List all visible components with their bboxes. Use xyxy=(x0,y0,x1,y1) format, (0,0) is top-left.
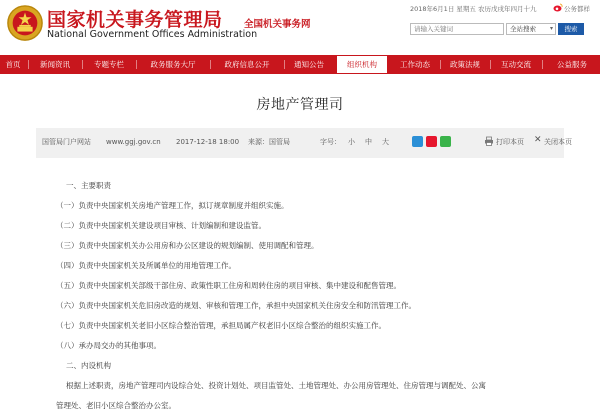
duty-item: （一）负责中央国家机关房地产管理工作，拟订规章制度并组织实施。 xyxy=(56,201,289,210)
publish-datetime: 2017-12-18 18:00 xyxy=(176,138,240,146)
site-header xyxy=(0,0,600,52)
print-page-link[interactable]: 打印本页 xyxy=(496,138,524,146)
share-qzone-icon[interactable] xyxy=(412,136,423,147)
site-url[interactable]: www.ggj.gov.cn xyxy=(106,138,161,146)
close-page-link[interactable]: 关闭本页 xyxy=(544,138,572,146)
weibo-icon[interactable] xyxy=(553,3,563,12)
nav-item-interaction[interactable]: 互动交流 xyxy=(501,60,531,69)
duty-item: （四）负责中央国家机关及所属单位的用地管理工作。 xyxy=(56,261,236,270)
weibo-link[interactable]: 公务都样 xyxy=(564,5,590,13)
duty-item: （七）负责中央国家机关老旧小区综合整治管理，承担局属产权老旧小区综合整治的组织实施工作。 xyxy=(56,321,386,330)
nav-divider xyxy=(82,60,83,69)
source-site-link[interactable]: 国管局门户网站 xyxy=(42,138,91,146)
nav-item-home[interactable]: 首页 xyxy=(5,60,21,69)
share-wechat-icon[interactable] xyxy=(440,136,451,147)
chevron-down-icon: ▾ xyxy=(549,25,553,32)
share-weibo-icon[interactable] xyxy=(426,136,437,147)
nav-divider xyxy=(490,60,491,69)
paragraph-line: 根据上述职责，房地产管理司内设综合处、投资计划处、项目监管处、土地管理处、办公用房管理处、住房管理与调配处、公寓 xyxy=(66,381,486,390)
search-scope-label: 全站搜索 xyxy=(510,25,536,33)
date-display: 2018年6月1日 星期五 农历戊戌年四月十九 xyxy=(410,5,537,13)
duty-item: （二）负责中央国家机关建设项目审核、计划编制和建设监管。 xyxy=(56,221,266,230)
nav-divider xyxy=(136,60,137,69)
nav-item-work-updates[interactable]: 工作动态 xyxy=(400,60,430,69)
print-icon[interactable] xyxy=(484,136,494,146)
close-icon[interactable]: ✕ xyxy=(534,135,542,145)
section-heading: 二、内设机构 xyxy=(66,361,111,370)
nav-item-public-service[interactable]: 公益服务 xyxy=(557,60,587,69)
nav-divider xyxy=(542,60,543,69)
duty-item: （八）承办局交办的其他事项。 xyxy=(56,341,161,350)
nav-item-organization[interactable]: 组织机构 xyxy=(336,55,388,74)
article-meta-bar xyxy=(36,128,572,158)
nav-divider xyxy=(284,60,285,69)
duty-item: （五）负责中央国家机关部级干部住房、政策性职工住房和周转住房的项目审核、集中建设和配售管理。 xyxy=(56,281,401,290)
nav-item-policies[interactable]: 政策法规 xyxy=(450,60,480,69)
site-title-english: National Government Offices Administration xyxy=(47,29,258,40)
nav-item-topics[interactable]: 专题专栏 xyxy=(94,60,124,69)
section-heading: 一、主要职责 xyxy=(66,181,111,190)
site-title[interactable]: 国家机关事务管理局 xyxy=(47,9,223,31)
font-size-medium-button[interactable]: 中 xyxy=(365,138,372,146)
page-title: 房地产管理司 xyxy=(256,97,344,113)
nav-item-info-disclosure[interactable]: 政府信息公开 xyxy=(224,60,270,69)
main-nav xyxy=(0,55,600,74)
article-source: 来源：国管局 xyxy=(248,138,290,146)
duty-item: （六）负责中央国家机关危旧房改造的规划、审核和管理工作，承担中央国家机关住房安全和防汛管理工作。 xyxy=(56,301,416,310)
paragraph-line: 管理处、老旧小区综合整治办公室。 xyxy=(56,401,176,410)
font-size-large-button[interactable]: 大 xyxy=(382,138,389,146)
nav-divider xyxy=(28,60,29,69)
nav-divider xyxy=(210,60,211,69)
nav-item-notices[interactable]: 通知公告 xyxy=(294,60,324,69)
font-size-label: 字号： xyxy=(320,138,341,146)
nav-item-services[interactable]: 政务服务大厅 xyxy=(150,60,196,69)
search-button[interactable]: 搜索 xyxy=(558,23,584,35)
nav-divider xyxy=(440,60,441,69)
national-emblem-icon[interactable] xyxy=(6,4,44,42)
duty-item: （三）负责中央国家机关办公用房和办公区建设的规划编制、使用调配和管理。 xyxy=(56,241,319,250)
font-size-small-button[interactable]: 小 xyxy=(348,138,355,146)
network-link[interactable]: 全国机关事务网 xyxy=(244,19,311,30)
nav-item-news[interactable]: 新闻资讯 xyxy=(40,60,70,69)
search-scope-select[interactable] xyxy=(506,23,556,35)
search-input[interactable] xyxy=(410,23,504,35)
